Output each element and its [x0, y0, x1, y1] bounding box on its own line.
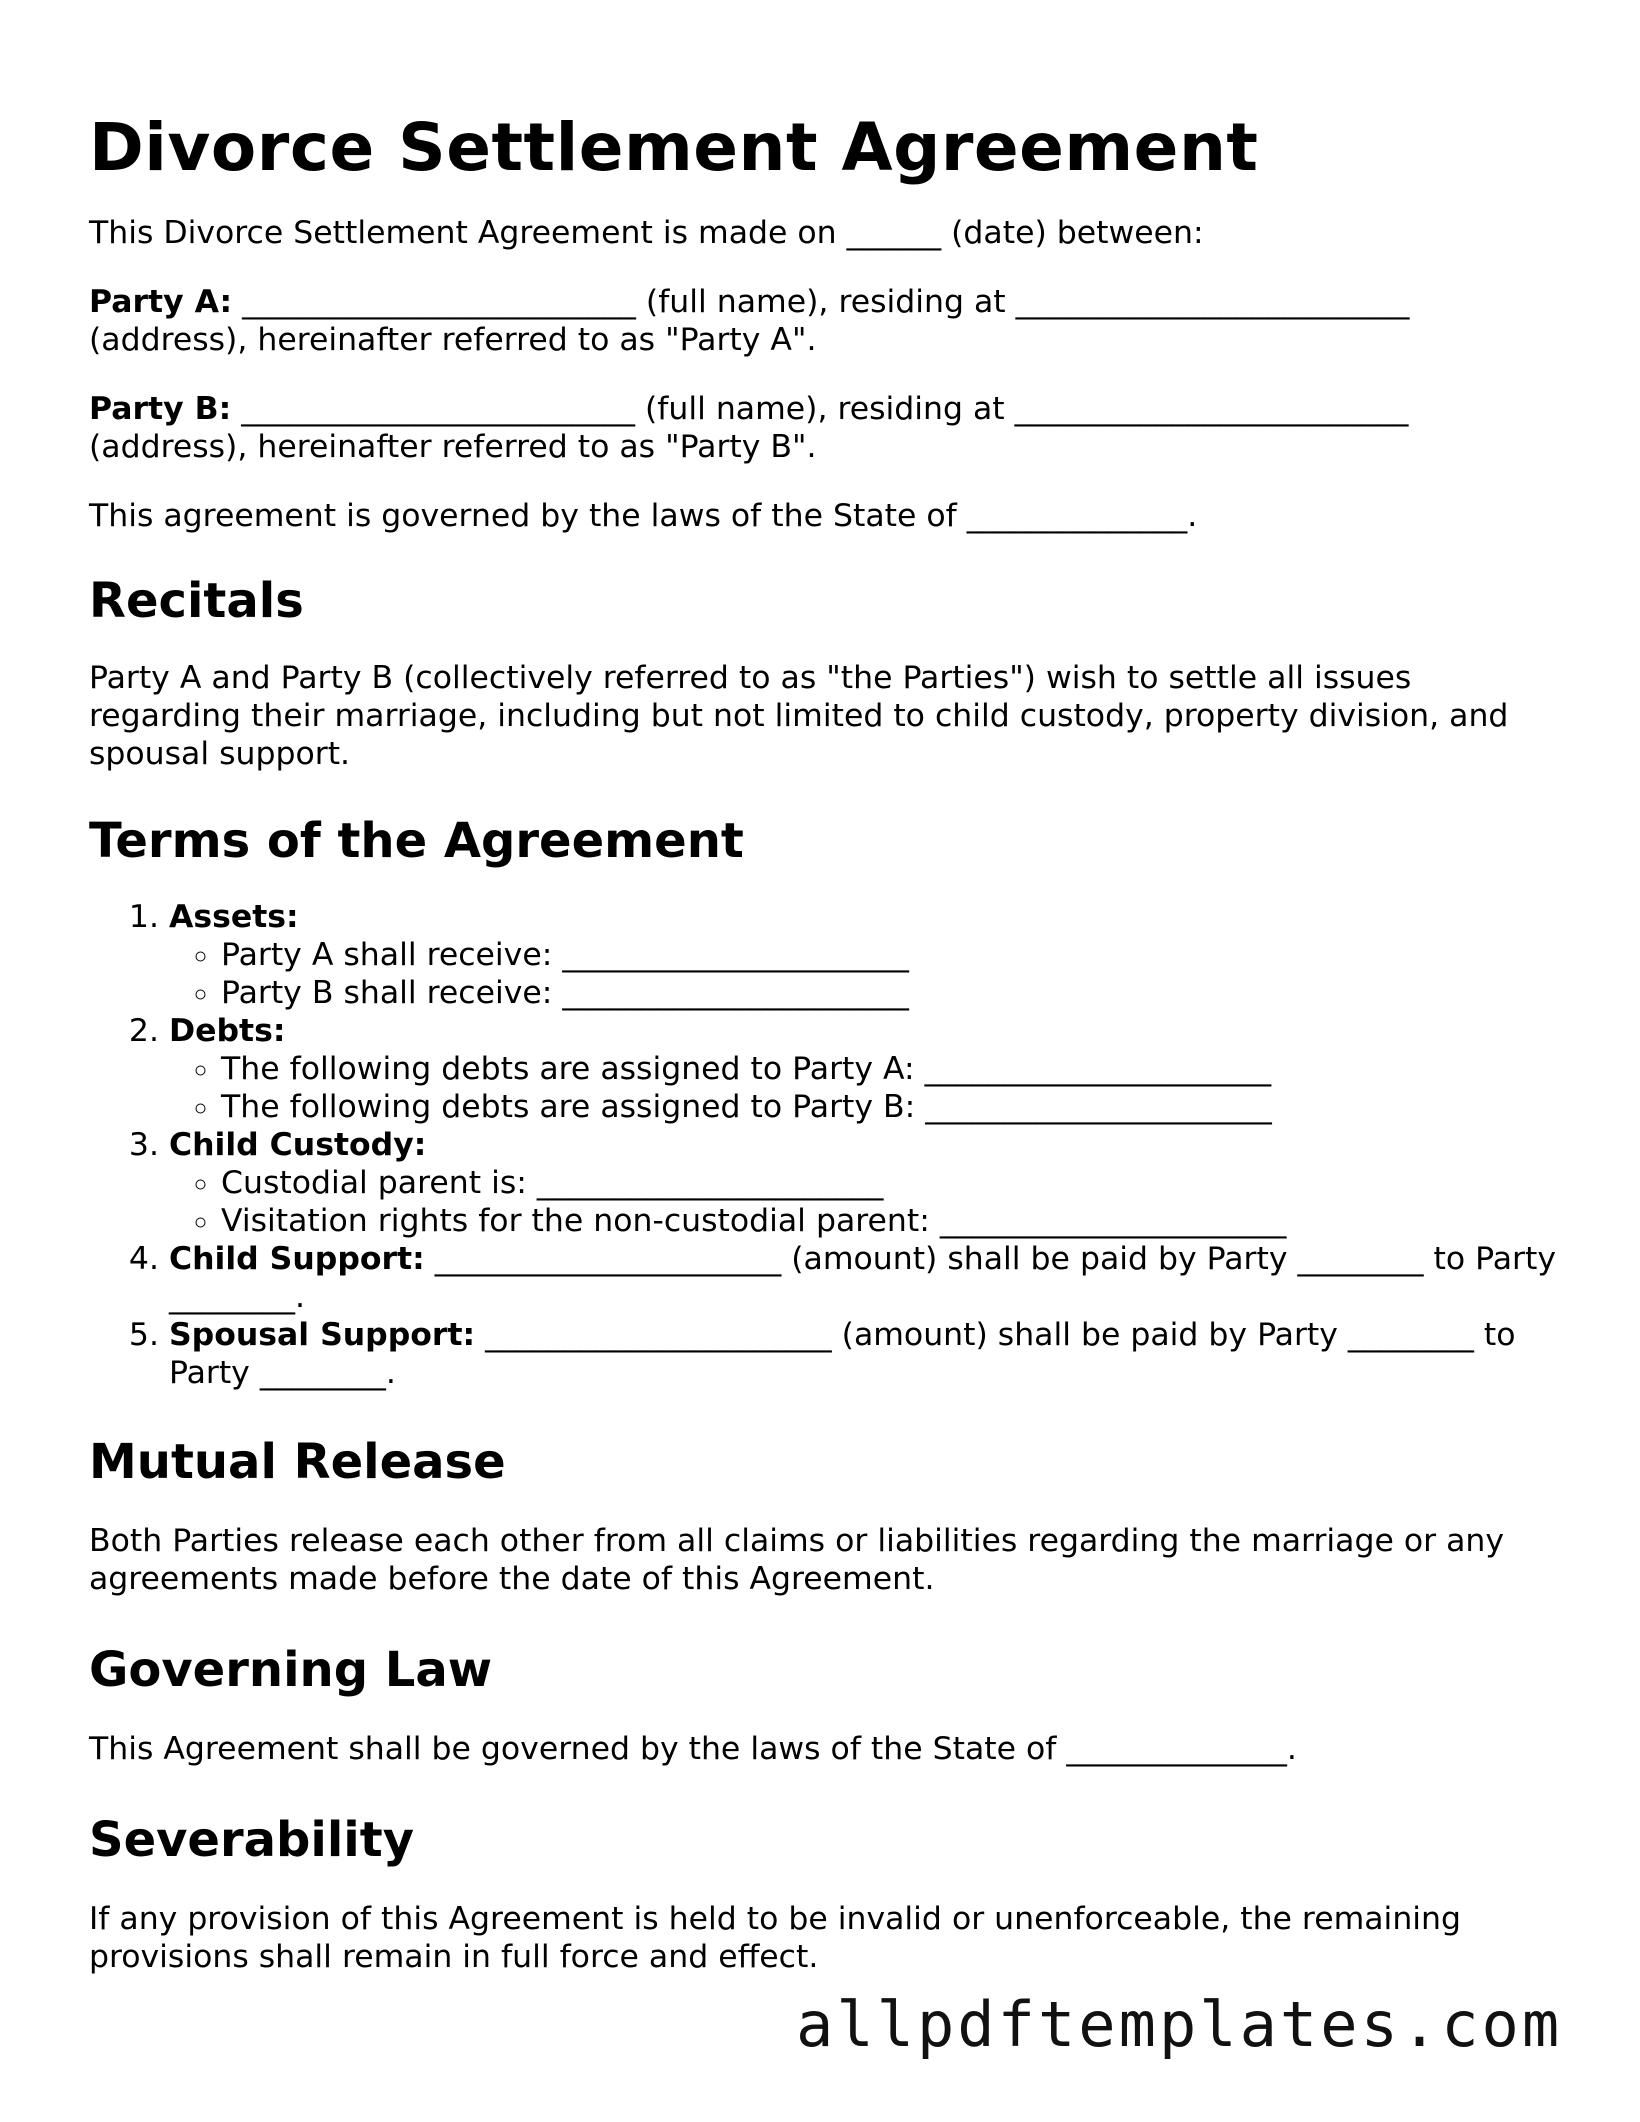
- term-subitem: ◦ Party B shall receive: ______________________: [221, 974, 1559, 1012]
- recitals-heading: Recitals: [89, 573, 304, 629]
- terms-list: [89, 898, 1559, 1392]
- party-a-paragraph: [89, 283, 1559, 359]
- recitals-text: Party A and Party B (collectively referred to as "the Parties") wish to settle all issues regarding their marriage, including but not limited to child custody, property division, and spousal support.: [89, 660, 1509, 772]
- term-subitem: ◦ Custodial parent is: ______________________: [221, 1164, 1559, 1202]
- governed-by-text: This agreement is governed by the laws of the State of ______________.: [89, 498, 1198, 534]
- term-text: ______________________ (amount) shall be paid by Party ________ to Party ________.: [169, 1317, 1516, 1391]
- term-subitem: ◦ The following debts are assigned to Party A: ______________________: [221, 1050, 1559, 1088]
- watermark-text: allpdftemplates.com: [796, 1988, 1563, 2061]
- intro-text: This Divorce Settlement Agreement is made on ______ (date) between:: [89, 215, 1204, 251]
- term-label: Debts:: [169, 1013, 286, 1049]
- term-label: Assets:: [169, 899, 299, 935]
- document-title: Divorce Settlement Agreement: [89, 109, 1259, 186]
- governing-law-text: This Agreement shall be governed by the laws of the State of ______________.: [89, 1731, 1297, 1767]
- terms-heading: Terms of the Agreement: [89, 813, 744, 869]
- party-b-label: Party B:: [89, 391, 232, 427]
- term-subitem: ◦ Visitation rights for the non-custodial parent: ______________________: [221, 1202, 1559, 1240]
- mutual-release-text: Both Parties release each other from all claims or liabilities regarding the marriage or any agreements made before the date of this Agreement.: [89, 1523, 1504, 1597]
- term-sublist: [169, 1050, 1559, 1126]
- term-item-assets: [169, 898, 1559, 1012]
- severability-text: If any provision of this Agreement is held to be invalid or unenforceable, the remaining provisions shall remain in full force and effect.: [89, 1901, 1461, 1975]
- term-subitem: ◦ Party A shall receive: ______________________: [221, 936, 1559, 974]
- term-label: Spousal Support:: [169, 1317, 476, 1353]
- severability-heading: Severability: [89, 1812, 414, 1868]
- term-label: Child Custody:: [169, 1127, 427, 1163]
- mutual-release-heading: Mutual Release: [89, 1434, 506, 1490]
- term-item-debts: [169, 1012, 1559, 1126]
- term-sublist: [169, 1164, 1559, 1240]
- term-item-child-support: [169, 1240, 1559, 1316]
- governing-law-heading: Governing Law: [89, 1642, 493, 1698]
- party-b-text: _________________________ (full name), residing at _________________________ (address), hereinafter referred to as "Party B".: [89, 391, 1409, 465]
- party-a-label: Party A:: [89, 284, 233, 320]
- term-item-spousal-support: [169, 1316, 1559, 1392]
- term-text: ______________________ (amount) shall be paid by Party ________ to Party ________.: [169, 1241, 1556, 1315]
- term-sublist: [169, 936, 1559, 1012]
- party-a-text: _________________________ (full name), residing at _________________________ (address), hereinafter referred to as "Party A".: [89, 284, 1410, 358]
- term-label: Child Support:: [169, 1241, 425, 1277]
- document-page: [89, 108, 1559, 1976]
- term-subitem: ◦ The following debts are assigned to Party B: ______________________: [221, 1088, 1559, 1126]
- party-b-paragraph: [89, 390, 1559, 466]
- term-item-child-custody: [169, 1126, 1559, 1240]
